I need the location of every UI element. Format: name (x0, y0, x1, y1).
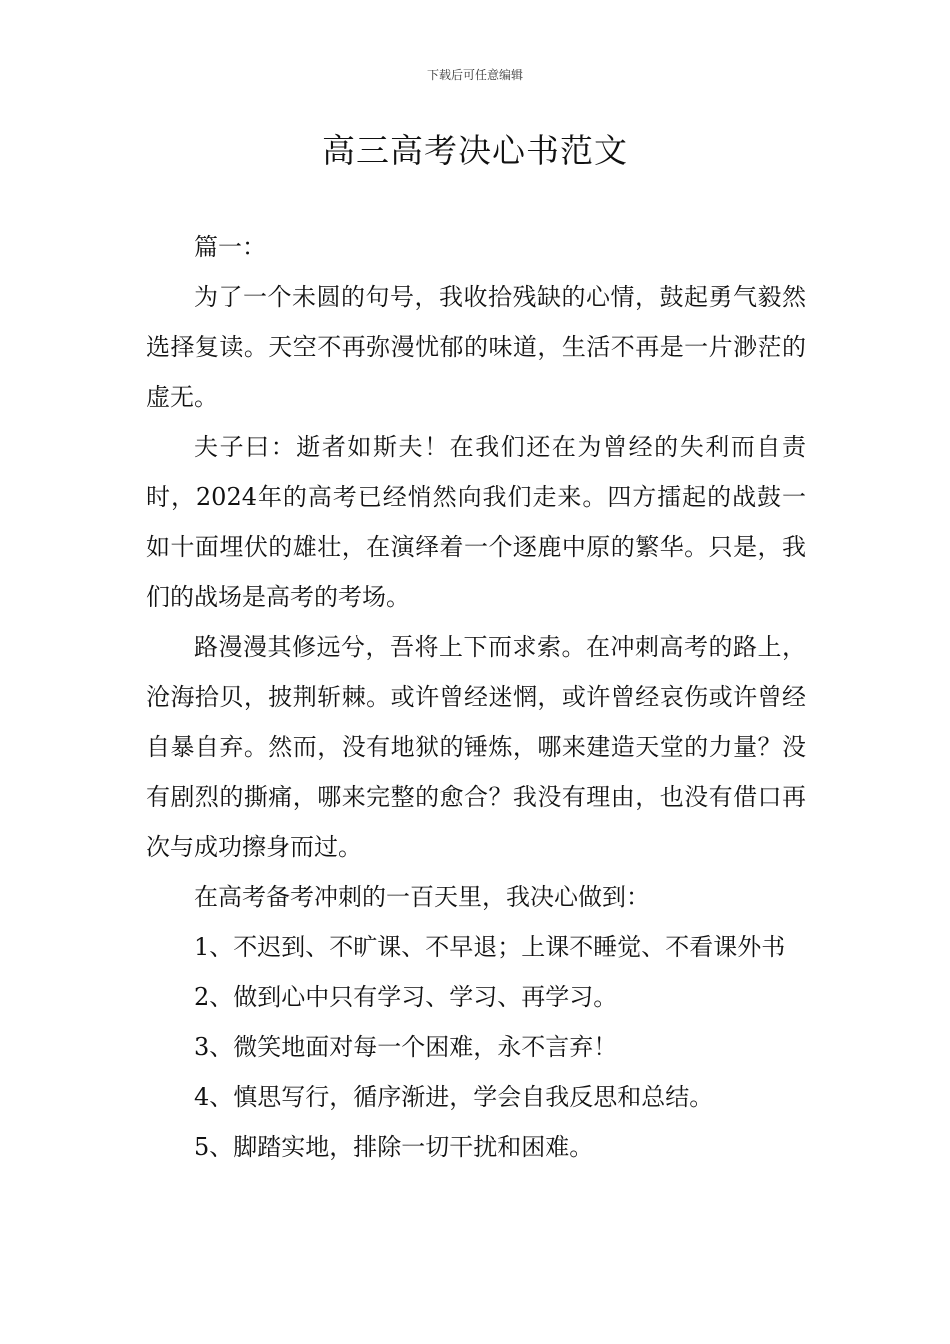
list-item: 4、慎思写行，循序渐进，学会自我反思和总结。 (194, 1083, 714, 1111)
list-item: 5、脚踏实地，排除一切干扰和困难。 (194, 1133, 594, 1161)
paragraph: 在高考备考冲刺的一百天里，我决心做到： (194, 883, 650, 911)
paragraph: 路漫漫其修远兮，吾将上下而求索。在冲刺高考的路上，沧海拾贝，披荆斩棘。或许曾经迷惘，或许曾经哀伤或许曾经自暴自弃。然而，没有地狱的锤炼，哪来建造天堂的力量？没有剧烈的撕痛，哪来完整的愈合？我没有理由，也没有借口再次与成功擦身而过。 (146, 633, 806, 861)
paragraph: 为了一个未圆的句号，我收拾残缺的心情，鼓起勇气毅然选择复读。天空不再弥漫忧郁的味道，生活不再是一片渺茫的虚无。 (146, 283, 806, 411)
list-item: 2、做到心中只有学习、学习、再学习。 (194, 983, 618, 1011)
list-item: 1、不迟到、不旷课、不早退；上课不睡觉、不看课外书 (194, 933, 786, 961)
section-label: 篇一： (194, 233, 266, 261)
document-title: 高三高考决心书范文 (322, 131, 628, 170)
document-body (146, 222, 806, 1172)
paragraph: 夫子曰：逝者如斯夫！在我们还在为曾经的失利而自责时，2024年的高考已经悄然向我们走来。四方擂起的战鼓一如十面埋伏的雄壮，在演绎着一个逐鹿中原的繁华。只是，我们的战场是高考的考场。 (146, 433, 806, 611)
page-header: 下载后可任意编辑 (426, 68, 523, 82)
list-item: 3、微笑地面对每一个困难，永不言弃！ (194, 1033, 618, 1061)
